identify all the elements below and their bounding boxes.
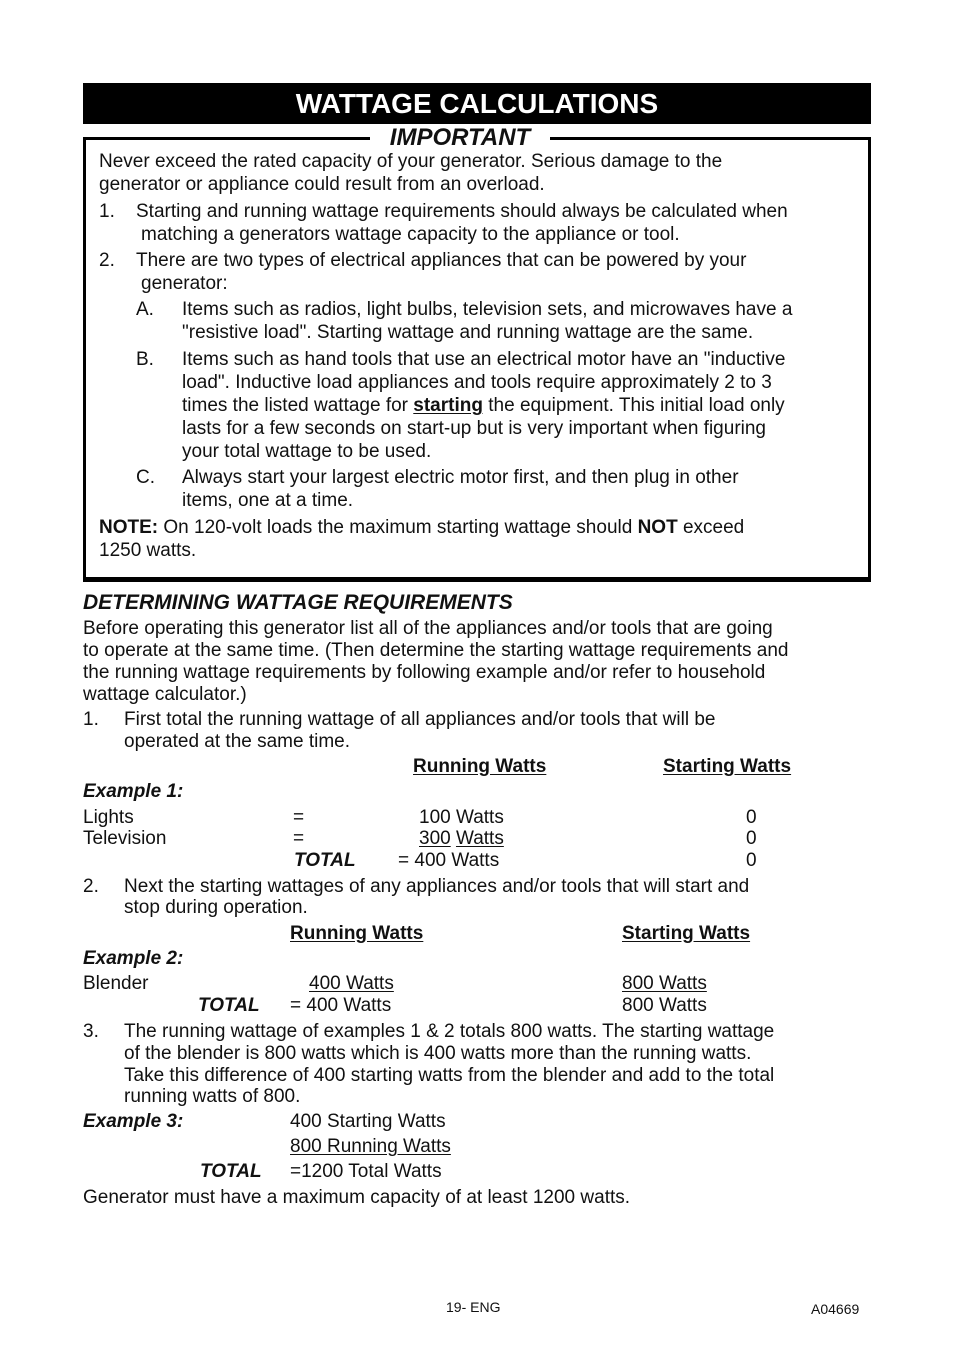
ex1-total-label: TOTAL [294, 850, 356, 871]
sub-b-line4: lasts for a few seconds on start-up but is very important when figuring [182, 418, 766, 439]
step2-line2: stop during operation. [124, 897, 308, 918]
intro-line3: the running wattage requirements by following example and/or refer to household [83, 662, 766, 683]
ex1-row-lights-equals: = [293, 807, 305, 828]
important-item2-number: 2. [99, 250, 115, 271]
note-text-end: exceed [677, 517, 745, 538]
ex1-row-tv-running-value: 300 [419, 828, 451, 849]
section-heading: DETERMINING WATTAGE REQUIREMENTS [83, 591, 513, 614]
ex2-blender-starting: 800 Watts [622, 973, 707, 994]
important-item2-line2: generator: [141, 273, 228, 294]
intro-line2: to operate at the same time. (Then determine the starting wattage requirements and [83, 640, 789, 661]
example3-label: Example 3: [83, 1111, 184, 1132]
ex1-row-tv-running-unit: Watts [455, 828, 504, 849]
sub-c-line2: items, one at a time. [182, 490, 354, 511]
conclusion-text: Generator must have a maximum capacity of at least 1200 watts. [83, 1187, 631, 1208]
sub-b-line2: load". Inductive load appliances and tools require approximately 2 to 3 [182, 372, 772, 393]
ex2-total-label: TOTAL [198, 995, 260, 1016]
ex1-row-lights-running: 100 Watts [419, 807, 504, 828]
important-intro-line2: generator or appliance could result from an overload. [99, 174, 545, 195]
ex3-total-value: =1200 Total Watts [290, 1161, 442, 1182]
step3-line4: running watts of 800. [124, 1086, 301, 1107]
sub-a-label: A. [136, 299, 154, 320]
note-text-start: On 120-volt loads the maximum starting wattage should [158, 517, 638, 538]
document-code: A04669 [811, 1301, 860, 1317]
ex2-running-header: Running Watts [290, 923, 424, 944]
ex2-starting-header: Starting Watts [622, 923, 751, 944]
example1-label: Example 1: [83, 781, 184, 802]
ex2-total-running: = 400 Watts [290, 995, 392, 1016]
ex1-row-tv-running [419, 827, 504, 850]
ex3-running-watts: 800 Running Watts [290, 1136, 451, 1157]
sub-b-line1: Items such as hand tools that use an electrical motor have an "inductive [182, 349, 786, 370]
ex1-total-running: = 400 Watts [398, 850, 500, 871]
example2-label: Example 2: [83, 948, 184, 969]
sub-b-line3 [182, 394, 785, 417]
note-not: NOT [637, 517, 678, 538]
step2-number: 2. [83, 876, 99, 897]
ex1-row-tv-item: Television [83, 828, 167, 849]
important-label: IMPORTANT [370, 124, 550, 152]
important-item1-line1: Starting and running wattage requirements should always be calculated when [136, 201, 788, 222]
sub-c-line1: Always start your largest electric motor first, and then plug in other [182, 467, 739, 488]
sub-b-line5: your total wattage to be used. [182, 441, 432, 462]
step3-line2: of the blender is 800 watts which is 400 watts more than the running watts. [124, 1043, 752, 1064]
step3-line1: The running wattage of examples 1 & 2 totals 800 watts. The starting wattage [124, 1021, 775, 1042]
step3-line3: Take this difference of 400 starting watts from the blender and add to the total [124, 1065, 775, 1086]
page-title: WATTAGE CALCULATIONS [83, 83, 871, 124]
ex1-row-lights-item: Lights [83, 807, 134, 828]
intro-line1: Before operating this generator list all of the appliances and/or tools that are going [83, 618, 773, 639]
important-item1-number: 1. [99, 201, 115, 222]
ex2-blender-running: 400 Watts [309, 973, 394, 994]
ex2-total-starting: 800 Watts [622, 995, 707, 1016]
ex1-running-header: Running Watts [413, 756, 547, 777]
starting-emphasis: starting [413, 395, 483, 416]
ex1-total-starting: 0 [746, 850, 757, 871]
ex1-row-lights-starting: 0 [746, 807, 757, 828]
important-item1-line2: matching a generators wattage capacity to the appliance or tool. [141, 224, 680, 245]
step1-number: 1. [83, 709, 99, 730]
important-item2-line1: There are two types of electrical appliances that can be powered by your [136, 250, 747, 271]
sub-a-line1: Items such as radios, light bulbs, television sets, and microwaves have a [182, 299, 793, 320]
sub-b-label: B. [136, 349, 154, 370]
ex3-starting-watts: 400 Starting Watts [290, 1111, 446, 1132]
page-number: 19- ENG [446, 1299, 501, 1315]
intro-line4: wattage calculator.) [83, 684, 247, 705]
ex3-total-label: TOTAL [200, 1161, 262, 1182]
ex1-starting-header: Starting Watts [663, 756, 792, 777]
note-line1 [99, 516, 744, 539]
sub-c-label: C. [136, 467, 155, 488]
note-line2: 1250 watts. [99, 540, 197, 561]
important-intro-line1: Never exceed the rated capacity of your generator. Serious damage to the [99, 151, 723, 172]
sub-b-line3-end: the equipment. This initial load only [482, 395, 785, 416]
step1-line1: First total the running wattage of all appliances and/or tools that will be [124, 709, 716, 730]
step3-number: 3. [83, 1021, 99, 1042]
step2-line1: Next the starting wattages of any appliances and/or tools that will start and [124, 876, 750, 897]
ex1-row-tv-starting: 0 [746, 828, 757, 849]
step1-line2: operated at the same time. [124, 731, 351, 752]
sub-a-line2: "resistive load". Starting wattage and running wattage are the same. [182, 322, 754, 343]
sub-b-line3-start: times the listed wattage for [182, 395, 414, 416]
ex2-blender-item: Blender [83, 973, 149, 994]
ex1-row-tv-equals: = [293, 828, 305, 849]
note-label: NOTE: [99, 517, 159, 538]
